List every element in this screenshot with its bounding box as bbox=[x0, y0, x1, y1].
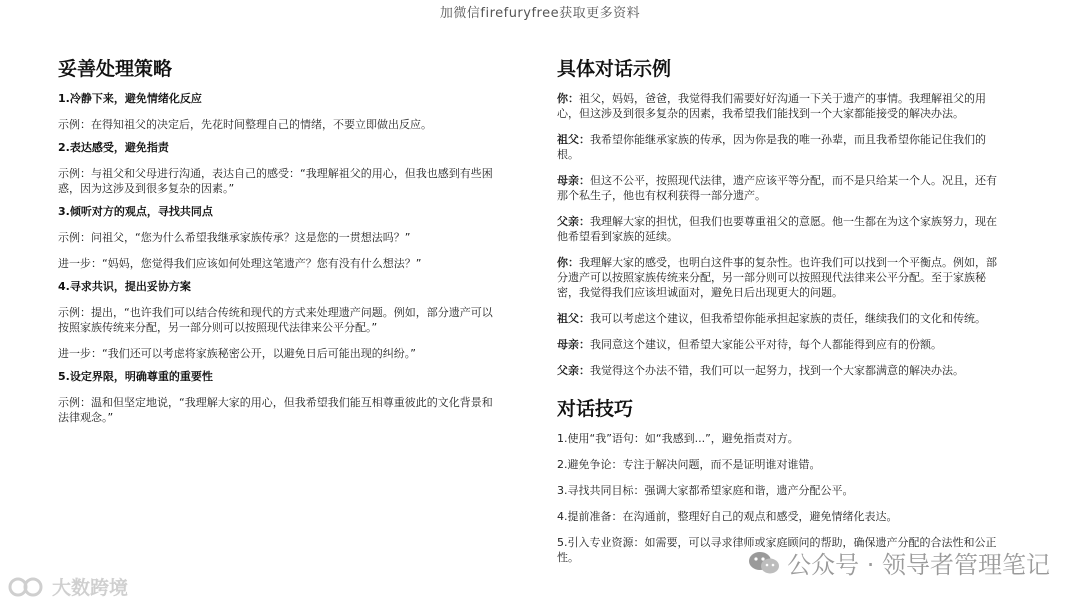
tips-title: 对话技巧 bbox=[557, 398, 634, 420]
tip-item: 5.引入专业资源：如需要，可以寻求律师或家庭顾问的帮助，确保遗产分配的合法性和公正性。 bbox=[557, 536, 997, 564]
speaker: 你： bbox=[557, 92, 579, 105]
section-title: 妥善处理策略 bbox=[58, 58, 173, 80]
speaker: 母亲： bbox=[557, 174, 590, 187]
dialog-line bbox=[557, 173, 997, 203]
step-example: 示例：提出，“也许我们可以结合传统和现代的方式来处理遗产问题。例如，部分遗产可以按照家族传统来分配，另一部分则可以按照现代法律来公平分配。” bbox=[58, 306, 493, 334]
tip-item: 2.避免争论：专注于解决问题，而不是证明谁对谁错。 bbox=[557, 458, 821, 471]
dialog-line bbox=[557, 311, 997, 326]
speaker: 母亲： bbox=[557, 338, 590, 351]
dialog-line bbox=[557, 363, 997, 378]
step-example: 示例：与祖父和父母进行沟通，表达自己的感受：“我理解祖父的用心，但我也感到有些困惑，因为这涉及到很多复杂的因素。” bbox=[58, 167, 493, 195]
dialog-line bbox=[557, 132, 997, 162]
step-heading: 3.倾听对方的观点，寻找共同点 bbox=[58, 205, 213, 218]
step-heading: 2.表达感受，避免指责 bbox=[58, 141, 169, 154]
dialog-text: 但这不公平，按照现代法律，遗产应该平等分配，而不是只给某一个人。况且，还有那个私生子，他也有权利获得一部分遗产。 bbox=[557, 174, 997, 202]
watermark-text: 大数跨境 bbox=[52, 577, 129, 599]
dialog-text: 我觉得这个办法不错，我们可以一起努力，找到一个大家都满意的解决办法。 bbox=[590, 364, 964, 377]
dialog-text: 祖父，妈妈，爸爸，我觉得我们需要好好沟通一下关于遗产的事情。我理解祖父的用心，但这涉及到很多复杂的因素，我希望我们能找到一个大家都能接受的解决办法。 bbox=[557, 92, 986, 120]
watermark-text: 公众号 · 领导者管理笔记 bbox=[787, 551, 1050, 579]
tip-item: 3.寻找共同目标：强调大家都希望家庭和谐，遗产分配公平。 bbox=[557, 484, 854, 497]
step-example: 进一步：“妈妈，您觉得我们应该如何处理这笔遗产？您有没有什么想法？” bbox=[58, 257, 422, 270]
tip-item: 4.提前准备：在沟通前，整理好自己的观点和感受，避免情绪化表达。 bbox=[557, 510, 898, 523]
dialog-line bbox=[557, 255, 997, 300]
dialog-line bbox=[557, 337, 997, 352]
watermark-wechat bbox=[747, 545, 1050, 580]
dialog-section bbox=[557, 54, 997, 565]
step-heading: 1.冷静下来，避免情绪化反应 bbox=[58, 92, 202, 105]
speaker: 祖父： bbox=[557, 133, 590, 146]
dialog-line bbox=[557, 214, 997, 244]
step-heading: 5.设定界限，明确尊重的重要性 bbox=[58, 370, 213, 383]
header-watermark: 加微信firefuryfree获取更多资料 bbox=[439, 6, 641, 21]
speaker: 父亲： bbox=[557, 215, 590, 228]
dialog-text: 我理解大家的担忧，但我们也要尊重祖父的意愿。他一生都在为这个家族努力，现在他希望看到家族的延续。 bbox=[557, 215, 997, 243]
wechat-icon bbox=[747, 550, 781, 576]
dialog-text: 我希望你能继承家族的传承，因为你是我的唯一孙辈，而且我希望你能记住我们的根。 bbox=[557, 133, 986, 161]
step-heading: 4.寻求共识，提出妥协方案 bbox=[58, 280, 191, 293]
logo-icon bbox=[8, 575, 48, 599]
strategy-section bbox=[58, 54, 498, 425]
speaker: 父亲： bbox=[557, 364, 590, 377]
step-example: 示例：在得知祖父的决定后，先花时间整理自己的情绪，不要立即做出反应。 bbox=[58, 118, 432, 131]
tip-item: 1.使用“我”语句：如“我感到...”，避免指责对方。 bbox=[557, 432, 799, 445]
step-example: 示例：问祖父，“您为什么希望我继承家族传承？这是您的一贯想法吗？” bbox=[58, 231, 411, 244]
step-example: 示例：温和但坚定地说，“我理解大家的用心，但我希望我们能互相尊重彼此的文化背景和法律观念。” bbox=[58, 396, 493, 424]
dialog-text: 我同意这个建议，但希望大家能公平对待，每个人都能得到应有的份额。 bbox=[590, 338, 942, 351]
dialog-line bbox=[557, 91, 997, 121]
section-title: 具体对话示例 bbox=[557, 58, 672, 80]
watermark-logo-left bbox=[8, 573, 128, 600]
dialog-text: 我可以考虑这个建议，但我希望你能承担起家族的责任，继续我们的文化和传统。 bbox=[590, 312, 986, 325]
dialog-text: 我理解大家的感受，也明白这件事的复杂性。也许我们可以找到一个平衡点。例如，部分遗产可以按照家族传统来分配，另一部分则可以按照现代法律来公平分配。至于家族秘密，我觉得我们应该坦诚面对，避免日后出现更大的问题。 bbox=[557, 256, 997, 299]
step-example: 进一步：“我们还可以考虑将家族秘密公开，以避免日后可能出现的纠纷。” bbox=[58, 347, 416, 360]
speaker: 你： bbox=[557, 256, 579, 269]
speaker: 祖父： bbox=[557, 312, 590, 325]
